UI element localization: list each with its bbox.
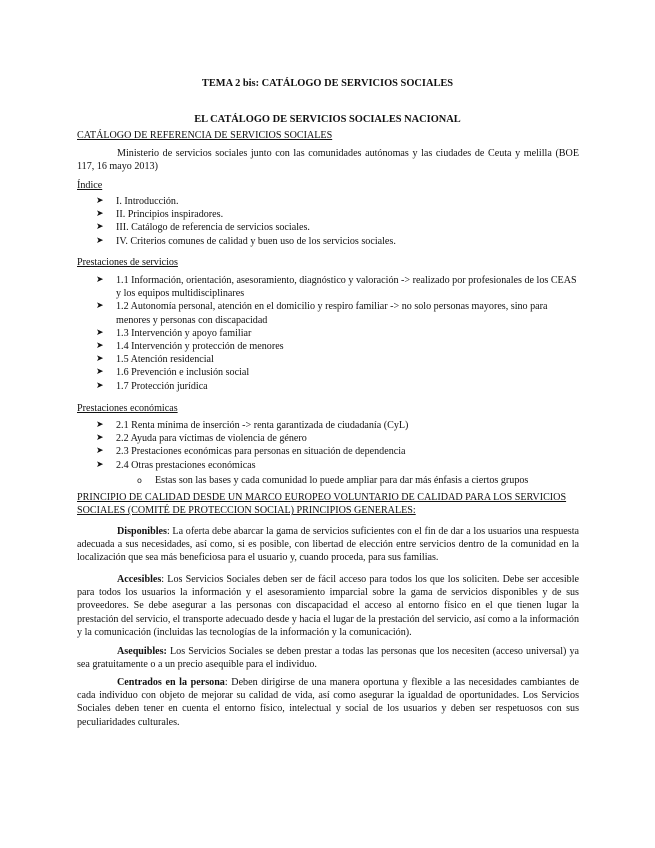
list-item: ➤ 2.3 Prestaciones económicas para personas en situación de dependencia [96, 446, 406, 458]
principle-paragraph [77, 676, 579, 729]
economic-list [96, 419, 580, 472]
arrow-bullet-icon: ➤ [96, 235, 104, 246]
principle-term: Centrados en la persona [117, 677, 225, 688]
principle-text: Los Servicios Sociales se deben prestar a todas las personas que los necesiten (acceso universal) ya sea gratuitamente o a un precio asequible para el individuo. [77, 646, 579, 671]
list-item: ➤ 2.1 Renta mínima de inserción -> renta garantizada de ciudadanía (CyL) [96, 420, 409, 431]
list-item: ➤ IV. Criterios comunes de calidad y buen uso de los servicios sociales. [96, 235, 396, 247]
circle-bullet-icon: o [137, 476, 142, 485]
principle-text: : Deben dirigirse de una manera oportuna y flexible a las necesidades cambiantes de cada individuo con objeto de mejorar su calidad de vida, así como asegurar la igualdad de oportunidades. Los Servicios Sociales deben tener en cuenta el entorno físico, intelectual y social de los usuarios y deben ser respetuosos con sus peculiaridades culturales. [77, 677, 579, 728]
list-item: ➤ 1.3 Intervención y apoyo familiar [96, 327, 252, 339]
list-item: ➤ I. Introducción. [96, 196, 179, 207]
services-list [96, 274, 580, 393]
economic-heading: Prestaciones económicas [77, 403, 178, 414]
arrow-bullet-icon: ➤ [96, 433, 104, 444]
principle-paragraph [77, 645, 579, 671]
arrow-bullet-icon: ➤ [96, 354, 104, 365]
list-item: ➤ III. Catálogo de referencia de servicios sociales. [96, 222, 310, 234]
arrow-bullet-icon: ➤ [96, 275, 104, 285]
list-item: ➤ 2.2 Ayuda para víctimas de violencia de género [96, 433, 307, 445]
reference-paragraph [77, 147, 579, 173]
principle-paragraph [77, 525, 579, 565]
principle-paragraph [77, 573, 579, 639]
list-item: ➤ 2.4 Otras prestaciones económicas [96, 459, 256, 471]
arrow-bullet-icon: ➤ [96, 380, 104, 391]
list-item: ➤ 1.6 Prevención e inclusión social [96, 367, 250, 379]
arrow-bullet-icon: ➤ [96, 222, 104, 233]
services-heading: Prestaciones de servicios [77, 257, 178, 268]
list-item: ➤ 1.1 Información, orientación, asesoramiento, diagnóstico y valoración -> realizado por profesionales de los CEAS y los equipos multidisciplinares [96, 275, 577, 300]
arrow-bullet-icon: ➤ [96, 301, 104, 312]
section-title: EL CATÁLOGO DE SERVICIOS SOCIALES NACIONAL [194, 114, 461, 125]
principles-heading: PRINCIPIO DE CALIDAD DESDE UN MARCO EUROPEO VOLUNTARIO DE CALIDAD PARA LOS SERVICIOS SOCIALES (COMITÉ DE PROTECCION SOCIAL) PRINCIPIOS GENERALES: [77, 492, 567, 517]
list-item: ➤ 1.7 Protección jurídica [96, 380, 208, 392]
arrow-bullet-icon: ➤ [96, 196, 104, 206]
economic-sublist [136, 474, 580, 487]
arrow-bullet-icon: ➤ [96, 420, 104, 430]
list-item: ➤ 1.4 Intervención y protección de menores [96, 341, 284, 353]
arrow-bullet-icon: ➤ [96, 367, 104, 378]
list-item: ➤ 1.5 Atención residencial [96, 354, 214, 366]
arrow-bullet-icon: ➤ [96, 459, 104, 470]
arrow-bullet-icon: ➤ [96, 341, 104, 352]
list-item: o Estas son las bases y cada comunidad lo puede ampliar para dar más énfasis a ciertos grupos [137, 475, 529, 486]
principle-term: Accesibles [117, 574, 162, 585]
principle-term: Disponibles [117, 526, 167, 537]
principle-text: : La oferta debe abarcar la gama de servicios suficientes con el fin de dar a los usuarios una respuesta adecuada a sus necesidades, así como, si es posible, con libertad de elección entre servicios dentro de la comunidad en la localización que sea más beneficiosa para el usuario y, cuando proceda, para sus familias. [77, 526, 579, 564]
principle-text: : Los Servicios Sociales deben ser de fácil acceso para todos los que los soliciten. Debe ser accesible para todos los usuarios la información y el asesoramiento imparcial sobre la gama de servicios disponibles y de sus proveedores. Se debe asegurar a las personas con discapacidad el acceso al entorno físico en el que tienen lugar la prestación del servicio, el transporte adecuado desde y hacia el lugar de la prestación del servicio, así como a la información y la comunicación (incluidas las tecnologías de la información y la comunicación). [77, 574, 579, 638]
document-title: TEMA 2 bis: CATÁLOGO DE SERVICIOS SOCIALES [201, 78, 454, 89]
principle-term: Asequibles: [117, 646, 167, 657]
reference-text: Ministerio de servicios sociales junto con las comunidades autónomas y las ciudades de Ceuta y melilla (BOE 117, 16 mayo 2013) [77, 148, 579, 173]
index-list [96, 195, 580, 248]
arrow-bullet-icon: ➤ [96, 209, 104, 220]
arrow-bullet-icon: ➤ [96, 446, 104, 457]
arrow-bullet-icon: ➤ [96, 327, 104, 338]
reference-heading: CATÁLOGO DE REFERENCIA DE SERVICIOS SOCIALES [77, 130, 333, 141]
list-item: ➤ 1.2 Autonomía personal, atención en el domicilio y respiro familiar -> no solo personas mayores, sino para menores y personas con discapacidad [96, 301, 548, 326]
index-heading: Índice [77, 180, 103, 191]
list-item: ➤ II. Principios inspiradores. [96, 209, 224, 221]
